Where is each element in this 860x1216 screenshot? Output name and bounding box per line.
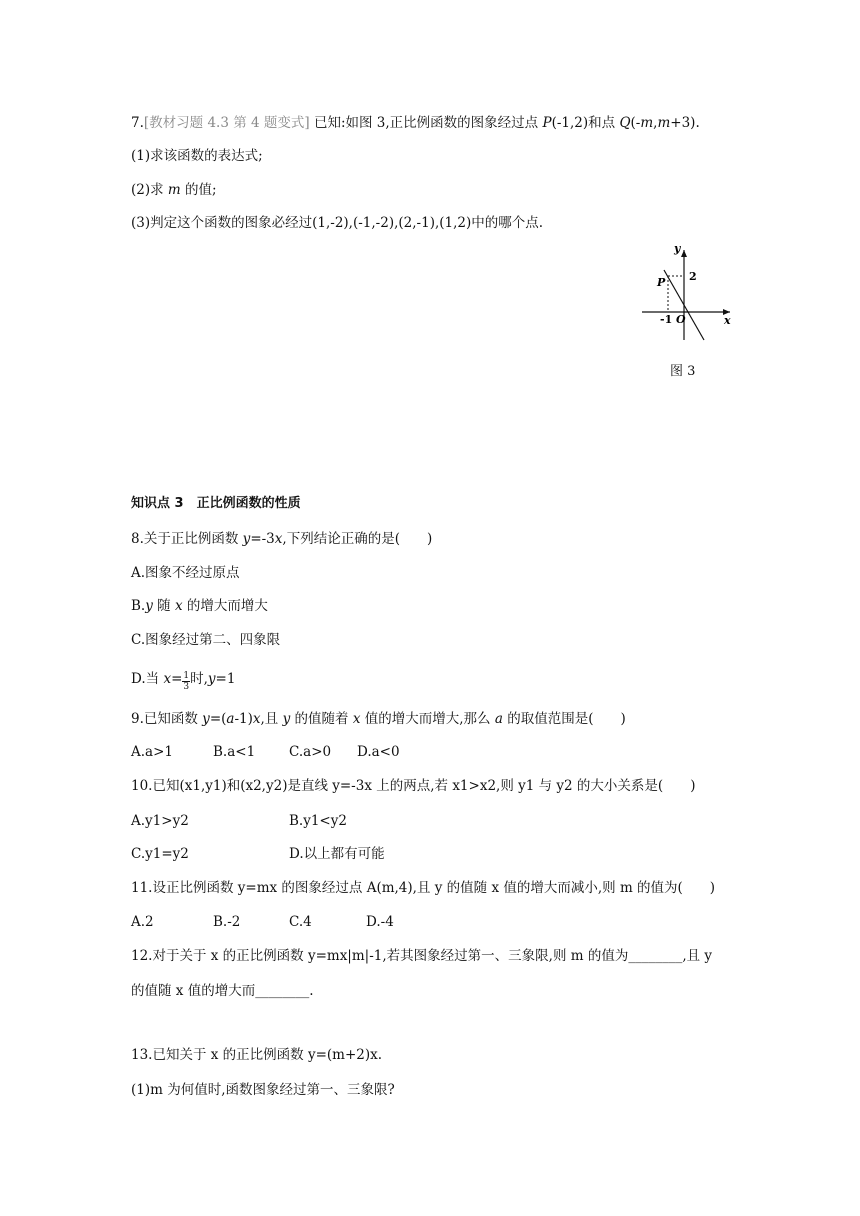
question-10-stem: 10.已知(x1,y1)和(x2,y2)是直线 y=-3x 上的两点,若 x1>x2,则 y1 与 y2 的大小关系是( ) [131, 778, 696, 794]
question-13-part-1: (1)m 为何值时,函数图象经过第一、三象限? [131, 1082, 395, 1098]
section-heading: 知识点 3 正比例函数的性质 [131, 496, 301, 511]
y-axis-arrow [681, 250, 687, 257]
x-axis-label: x [724, 314, 731, 327]
question-9-option-b: B.a<1 [213, 744, 256, 760]
question-13-stem: 13.已知关于 x 的正比例函数 y=(m+2)x. [131, 1047, 383, 1063]
figure-caption: 图 3 [670, 364, 696, 379]
question-10-option-c: C.y1=y2 [131, 846, 189, 862]
question-8-stem: 8.关于正比例函数 y=-3x,下列结论正确的是( ) [131, 531, 433, 547]
y-axis-label: y [674, 242, 681, 255]
question-10-option-a: A.y1>y2 [131, 813, 189, 829]
question-9-option-d: D.a<0 [357, 744, 400, 760]
figure-3-graph [638, 240, 734, 346]
tick-label-2: 2 [689, 270, 697, 283]
question-11-option-c: C.4 [289, 914, 312, 930]
question-11-option-d: D.-4 [366, 914, 394, 930]
question-11-stem: 11.设正比例函数 y=mx 的图象经过点 A(m,4),且 y 的值随 x 值的增大而减小,则 m 的值为( ) [131, 880, 716, 896]
question-11-options [131, 913, 394, 931]
question-8-option-d: D.当 x= $\frac{1}{3}$ 时,y=1 [131, 671, 236, 692]
question-7-part-3: (3)判定这个函数的图象必经过(1,-2),(-1,-2),(2,-1),(1,2)中的哪个点. [131, 215, 544, 231]
question-11-option-a: A.2 [131, 914, 154, 930]
question-10-option-b: B.y1<y2 [289, 813, 347, 829]
question-10-option-d: D.以上都有可能 [289, 846, 385, 862]
question-7-stem: 7.[教材习题 4.3 第 4 题变式] 已知:如图 3,正比例函数的图象经过点 P(-1,2)和点 Q(-m,m+3). [131, 115, 700, 131]
question-8-option-c: C.图象经过第二、四象限 [131, 632, 281, 648]
question-8-option-a: A.图象不经过原点 [131, 565, 240, 581]
question-11-option-b: B.-2 [213, 914, 241, 930]
question-12-line-2: 的值随 x 值的增大而________. [131, 983, 314, 999]
question-12-line-1: 12.对于关于 x 的正比例函数 y=mx|m|-1,若其图象经过第一、三象限,则 m 的值为________,且 y [131, 948, 713, 964]
question-7-part-1: (1)求该函数的表达式; [131, 148, 263, 164]
question-source: [教材习题 4.3 第 4 题变式] [143, 115, 310, 131]
question-9-option-a: A.a>1 [131, 744, 173, 760]
question-9-option-c: C.a>0 [289, 744, 332, 760]
question-9-stem: 9.已知函数 y=(a-1)x,且 y 的值随着 x 值的增大而增大,那么 a 的取值范围是( ) [131, 711, 626, 727]
question-7-part-2: (2)求 m 的值; [131, 182, 217, 198]
fraction-one-third: $\frac{1}{3}$ [183, 671, 190, 692]
question-8-option-b: B.y 随 x 的增大而增大 [131, 598, 268, 614]
origin-label: O [676, 313, 686, 326]
question-9-options [131, 743, 400, 761]
point-p-label: P [657, 276, 666, 289]
tick-label-neg1: -1 [660, 313, 673, 326]
